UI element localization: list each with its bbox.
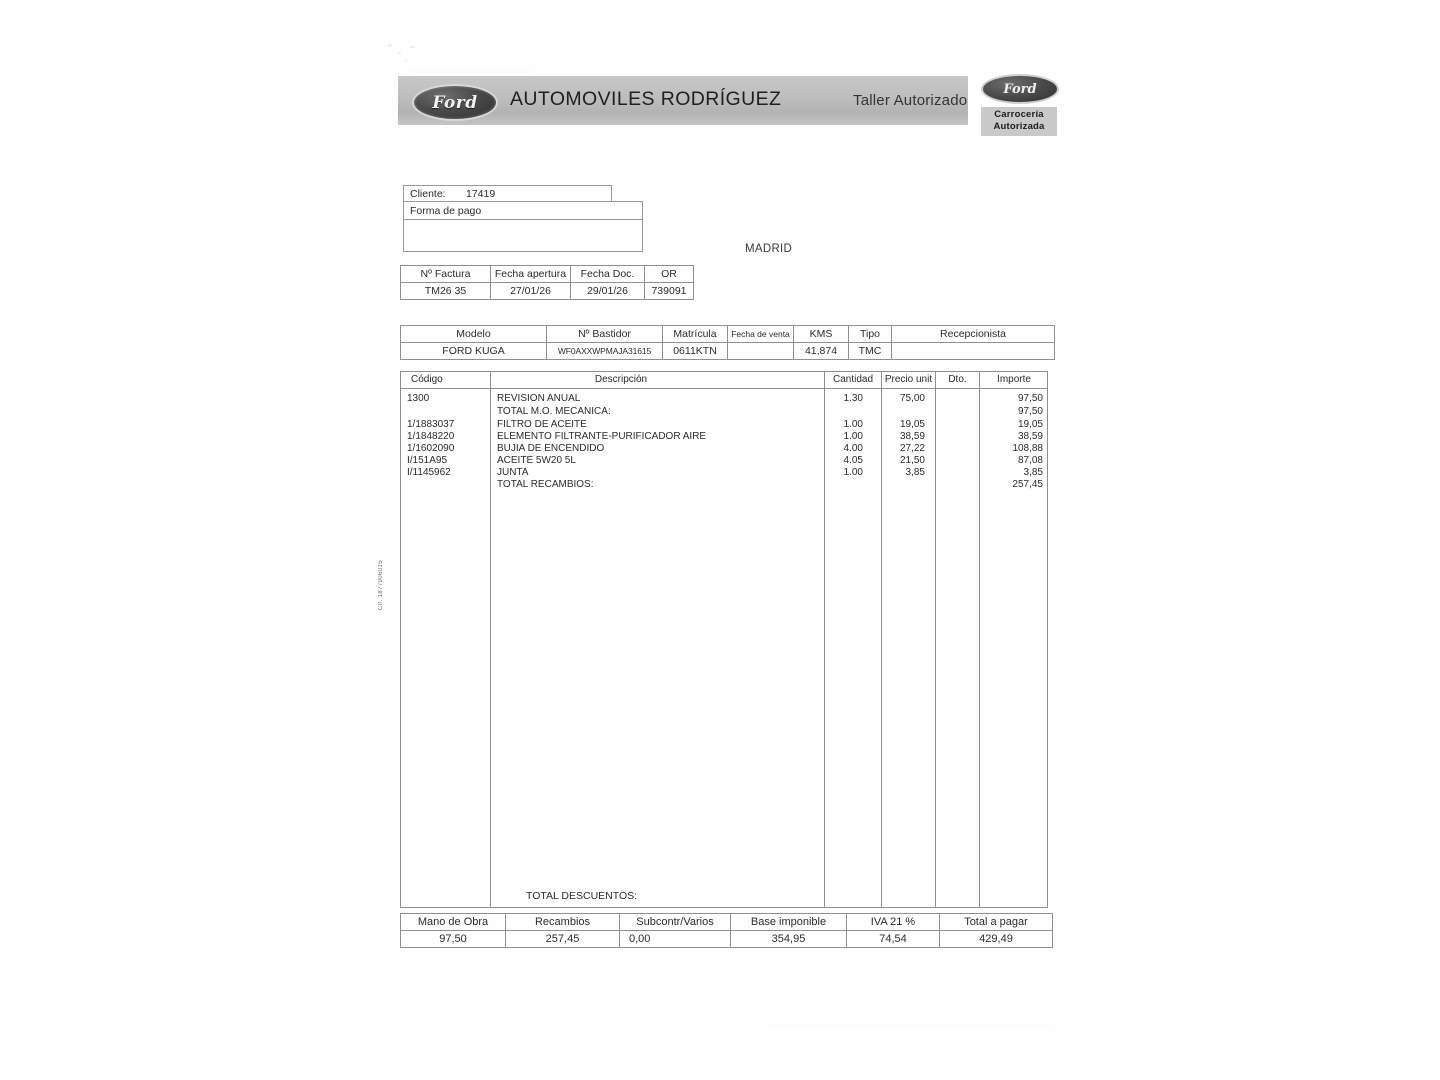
table-row bbox=[401, 343, 1055, 360]
payment-method-label: Forma de pago bbox=[410, 205, 482, 217]
col-header-modelo: Modelo bbox=[401, 326, 547, 343]
value-bastidor: WF0AXXWPMAJA31615 bbox=[547, 343, 663, 360]
col-header-base: Base imponible bbox=[731, 914, 847, 931]
cell-importe: 3,85 bbox=[1023, 467, 1043, 478]
value-total-pagar: 429,49 bbox=[940, 931, 1053, 948]
cell-precio: 19,05 bbox=[899, 419, 925, 430]
col-header-codigo: Código bbox=[411, 374, 443, 385]
value-factura: TM26 35 bbox=[401, 283, 491, 300]
cell-descripcion: JUNTA bbox=[497, 467, 529, 478]
scan-speckle bbox=[410, 46, 415, 48]
col-header-subcontr: Subcontr/Varios bbox=[620, 914, 731, 931]
badge-line-2: Autorizada bbox=[993, 121, 1045, 132]
authorization-label: Taller Autorizado bbox=[853, 92, 968, 109]
value-recambios: 257,45 bbox=[506, 931, 620, 948]
bodyshop-badge bbox=[981, 74, 1057, 130]
col-header-descripcion: Descripción bbox=[594, 374, 648, 385]
scan-ghost-bar bbox=[410, 68, 530, 73]
table-row bbox=[401, 467, 1047, 479]
value-fecha-doc: 29/01/26 bbox=[571, 283, 645, 300]
cell-codigo: 1300 bbox=[407, 393, 430, 404]
cell-cantidad: 1.00 bbox=[843, 419, 863, 430]
value-subcontr: 0,00 bbox=[620, 931, 731, 948]
badge-caption bbox=[981, 107, 1057, 136]
cell-descripcion: TOTAL RECAMBIOS: bbox=[497, 479, 594, 490]
cell-descripcion: BUJIA DE ENCENDIDO bbox=[497, 443, 605, 454]
scan-speckle bbox=[388, 44, 392, 47]
scan-ghost-bar bbox=[795, 1024, 803, 1030]
col-header-fecha-apertura: Fecha apertura bbox=[491, 266, 571, 283]
col-header-importe: Importe bbox=[997, 374, 1031, 385]
cell-cantidad: 4.00 bbox=[843, 443, 863, 454]
cell-precio: 75,00 bbox=[899, 393, 925, 404]
totals-table bbox=[400, 913, 1053, 948]
cell-cantidad: 4.05 bbox=[843, 455, 863, 466]
value-fecha-apertura: 27/01/26 bbox=[491, 283, 571, 300]
value-mano-obra: 97,50 bbox=[401, 931, 506, 948]
client-box bbox=[403, 185, 612, 202]
table-row bbox=[401, 283, 694, 300]
dealer-name: AUTOMOVILES RODRÍGUEZ bbox=[510, 88, 782, 110]
cell-importe: 97,50 bbox=[1017, 406, 1043, 417]
col-header-bastidor: Nº Bastidor bbox=[547, 326, 663, 343]
cell-importe: 257,45 bbox=[1012, 479, 1043, 490]
scan-speckle bbox=[404, 60, 407, 62]
cell-descripcion: FILTRO DE ACEITE bbox=[497, 419, 587, 430]
table-row bbox=[401, 443, 1047, 455]
table-row bbox=[401, 431, 1047, 443]
cell-importe: 108,88 bbox=[1012, 443, 1043, 454]
value-tipo: TMC bbox=[849, 343, 892, 360]
col-header-fecha-doc: Fecha Doc. bbox=[571, 266, 645, 283]
cell-precio: 27,22 bbox=[899, 443, 925, 454]
cell-importe: 38,59 bbox=[1017, 431, 1043, 442]
cell-cantidad: 1.00 bbox=[843, 467, 863, 478]
table-row bbox=[401, 455, 1047, 467]
line-items-table bbox=[400, 371, 1048, 908]
letterhead-banner bbox=[398, 76, 968, 125]
cell-codigo: 1/1848220 bbox=[407, 431, 455, 442]
col-header-factura: Nº Factura bbox=[401, 266, 491, 283]
table-row bbox=[401, 406, 1047, 418]
col-header-recambios: Recambios bbox=[506, 914, 620, 931]
cell-cantidad: 1.30 bbox=[843, 393, 863, 404]
scan-ghost-bar bbox=[770, 1024, 1050, 1029]
invoice-header-table bbox=[400, 265, 694, 300]
cell-importe: 97,50 bbox=[1017, 393, 1043, 404]
cell-descripcion: TOTAL M.O. MECANICA: bbox=[497, 406, 611, 417]
col-header-precio: Precio unit bbox=[884, 374, 933, 385]
cell-descripcion: REVISION ANUAL bbox=[497, 393, 581, 404]
value-kms: 41,874 bbox=[794, 343, 849, 360]
col-header-or: OR bbox=[645, 266, 694, 283]
value-or: 739091 bbox=[645, 283, 694, 300]
value-iva: 74,54 bbox=[847, 931, 940, 948]
col-header-dto: Dto. bbox=[948, 374, 967, 385]
cell-precio: 3,85 bbox=[905, 467, 925, 478]
cell-codigo: 1/1883037 bbox=[407, 419, 455, 430]
cell-codigo: 1/1602090 bbox=[407, 443, 455, 454]
payment-method-box bbox=[403, 201, 643, 252]
table-row bbox=[401, 479, 1047, 491]
table-header-row bbox=[401, 326, 1055, 343]
table-header-row bbox=[401, 266, 694, 283]
col-header-iva: IVA 21 % bbox=[847, 914, 940, 931]
total-discounts-label: TOTAL DESCUENTOS: bbox=[526, 890, 638, 902]
value-recepcionista bbox=[892, 343, 1055, 360]
col-header-recepcionista: Recepcionista bbox=[892, 326, 1055, 343]
col-header-tipo: Tipo bbox=[849, 326, 892, 343]
value-modelo: FORD KUGA bbox=[401, 343, 547, 360]
cell-importe: 87,08 bbox=[1017, 455, 1043, 466]
vehicle-table bbox=[400, 325, 1055, 360]
cell-importe: 19,05 bbox=[1017, 419, 1043, 430]
table-row bbox=[401, 393, 1047, 405]
cell-cantidad: 1.00 bbox=[843, 431, 863, 442]
client-number: 17419 bbox=[466, 188, 496, 200]
col-header-cantidad: Cantidad bbox=[832, 374, 874, 385]
value-fecha-venta bbox=[728, 343, 794, 360]
col-header-kms: KMS bbox=[794, 326, 849, 343]
cell-descripcion: ELEMENTO FILTRANTE-PURIFICADOR AIRE bbox=[497, 431, 707, 442]
badge-line-1: Carrocería bbox=[994, 109, 1044, 120]
value-matricula: 0611KTN bbox=[663, 343, 728, 360]
cell-precio: 21,50 bbox=[899, 455, 925, 466]
payment-divider bbox=[404, 219, 642, 220]
ford-oval-icon: Ford bbox=[412, 84, 498, 121]
cell-precio: 38,59 bbox=[899, 431, 925, 442]
cell-descripcion: ACEITE 5W20 5L bbox=[497, 455, 576, 466]
scan-speckle bbox=[398, 52, 401, 54]
table-row bbox=[401, 931, 1053, 948]
ford-oval-icon: Ford bbox=[981, 74, 1059, 104]
col-header-mano-obra: Mano de Obra bbox=[401, 914, 506, 931]
value-base-imponible: 354,95 bbox=[731, 931, 847, 948]
table-header-row bbox=[401, 914, 1053, 931]
col-header-fecha-venta: Fecha de venta bbox=[728, 326, 794, 343]
city-label: MADRID bbox=[745, 243, 793, 255]
cell-codigo: I/151A95 bbox=[407, 455, 448, 466]
cell-codigo: I/1145962 bbox=[407, 467, 451, 478]
col-header-matricula: Matrícula bbox=[663, 326, 728, 343]
col-header-total: Total a pagar bbox=[940, 914, 1053, 931]
client-label: Cliente: bbox=[410, 188, 446, 200]
side-margin-code: Cif. 1877906015 bbox=[378, 560, 384, 611]
table-row bbox=[401, 419, 1047, 431]
